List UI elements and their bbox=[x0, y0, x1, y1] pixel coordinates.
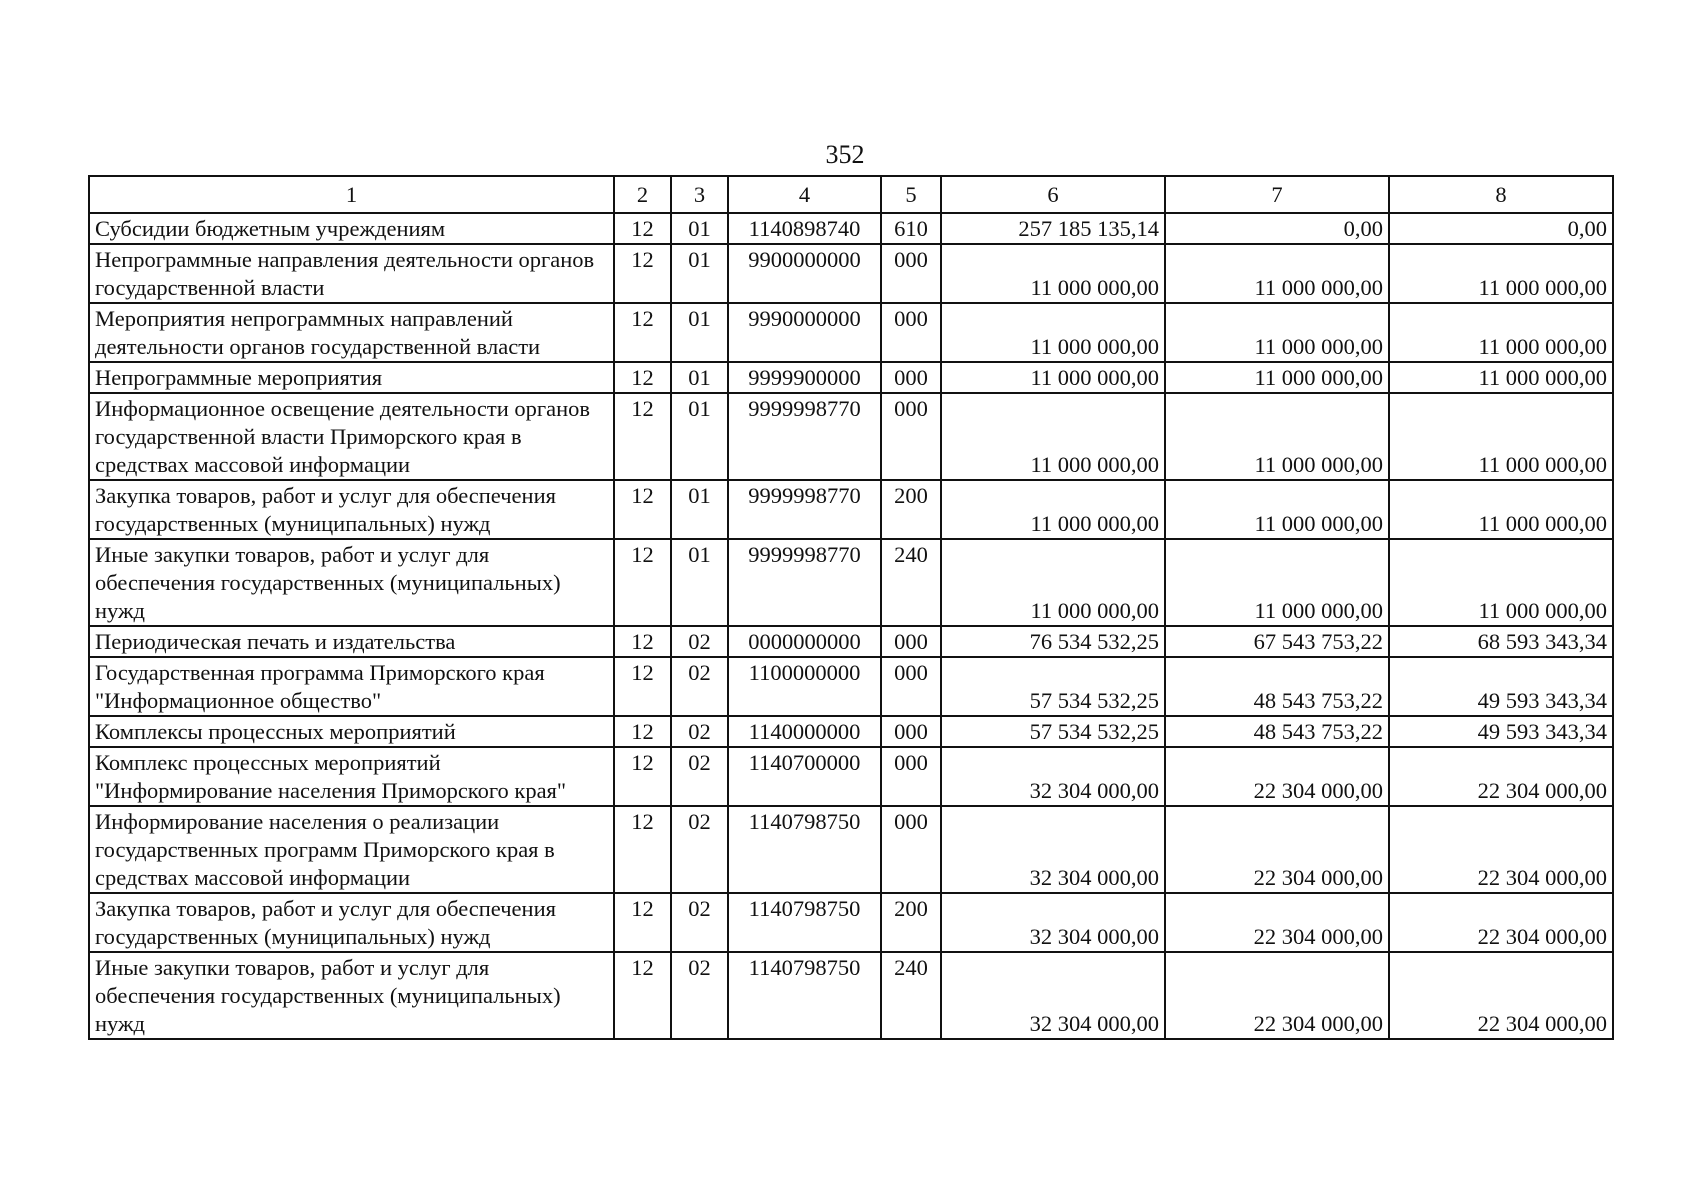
expense-type-code-cell: 000 bbox=[881, 303, 941, 362]
section-code-cell: 12 bbox=[614, 716, 671, 747]
target-article-code-cell: 1140798750 bbox=[728, 952, 881, 1039]
table-row bbox=[89, 303, 1613, 362]
amount-year-1-cell: 32 304 000,00 bbox=[941, 952, 1165, 1039]
subsection-code-cell: 02 bbox=[671, 893, 728, 952]
expense-type-code-cell: 610 bbox=[881, 213, 941, 244]
subsection-code-cell: 01 bbox=[671, 303, 728, 362]
table-row bbox=[89, 893, 1613, 952]
target-article-code-cell: 1140898740 bbox=[728, 213, 881, 244]
table-row bbox=[89, 213, 1613, 244]
subsection-code-cell: 02 bbox=[671, 747, 728, 806]
table-row bbox=[89, 952, 1613, 1039]
amount-year-1-cell: 11 000 000,00 bbox=[941, 303, 1165, 362]
amount-year-3-cell: 11 000 000,00 bbox=[1389, 393, 1613, 480]
expense-type-code-cell: 240 bbox=[881, 539, 941, 626]
expense-name-cell: Информационное освещение деятельности органов государственной власти Приморского края в средствах массовой информации bbox=[89, 393, 614, 480]
section-code-cell: 12 bbox=[614, 362, 671, 393]
subsection-code-cell: 01 bbox=[671, 539, 728, 626]
amount-year-3-cell: 11 000 000,00 bbox=[1389, 539, 1613, 626]
expense-name-cell: Непрограммные мероприятия bbox=[89, 362, 614, 393]
header-col-7: 7 bbox=[1165, 176, 1389, 213]
amount-year-3-cell: 0,00 bbox=[1389, 213, 1613, 244]
amount-year-3-cell: 11 000 000,00 bbox=[1389, 244, 1613, 303]
amount-year-3-cell: 11 000 000,00 bbox=[1389, 362, 1613, 393]
target-article-code-cell: 1100000000 bbox=[728, 657, 881, 716]
target-article-code-cell: 9999900000 bbox=[728, 362, 881, 393]
target-article-code-cell: 1140798750 bbox=[728, 806, 881, 893]
table-row bbox=[89, 657, 1613, 716]
section-code-cell: 12 bbox=[614, 480, 671, 539]
expense-type-code-cell: 240 bbox=[881, 952, 941, 1039]
expense-name-cell: Иные закупки товаров, работ и услуг для обеспечения государственных (муниципальных) нужд bbox=[89, 952, 614, 1039]
subsection-code-cell: 01 bbox=[671, 213, 728, 244]
amount-year-2-cell: 0,00 bbox=[1165, 213, 1389, 244]
amount-year-1-cell: 32 304 000,00 bbox=[941, 747, 1165, 806]
expense-name-cell: Государственная программа Приморского края "Информационное общество" bbox=[89, 657, 614, 716]
amount-year-1-cell: 11 000 000,00 bbox=[941, 393, 1165, 480]
amount-year-3-cell: 49 593 343,34 bbox=[1389, 716, 1613, 747]
header-col-8: 8 bbox=[1389, 176, 1613, 213]
amount-year-2-cell: 11 000 000,00 bbox=[1165, 244, 1389, 303]
target-article-code-cell: 0000000000 bbox=[728, 626, 881, 657]
expense-type-code-cell: 000 bbox=[881, 806, 941, 893]
amount-year-1-cell: 57 534 532,25 bbox=[941, 716, 1165, 747]
amount-year-2-cell: 11 000 000,00 bbox=[1165, 393, 1389, 480]
expense-type-code-cell: 000 bbox=[881, 362, 941, 393]
subsection-code-cell: 01 bbox=[671, 480, 728, 539]
target-article-code-cell: 9900000000 bbox=[728, 244, 881, 303]
amount-year-2-cell: 11 000 000,00 bbox=[1165, 539, 1389, 626]
table-row bbox=[89, 393, 1613, 480]
amount-year-3-cell: 68 593 343,34 bbox=[1389, 626, 1613, 657]
target-article-code-cell: 9999998770 bbox=[728, 393, 881, 480]
amount-year-1-cell: 11 000 000,00 bbox=[941, 244, 1165, 303]
target-article-code-cell: 1140700000 bbox=[728, 747, 881, 806]
amount-year-3-cell: 11 000 000,00 bbox=[1389, 480, 1613, 539]
amount-year-1-cell: 57 534 532,25 bbox=[941, 657, 1165, 716]
header-col-4: 4 bbox=[728, 176, 881, 213]
subsection-code-cell: 02 bbox=[671, 806, 728, 893]
target-article-code-cell: 9990000000 bbox=[728, 303, 881, 362]
header-col-2: 2 bbox=[614, 176, 671, 213]
amount-year-2-cell: 22 304 000,00 bbox=[1165, 806, 1389, 893]
amount-year-3-cell: 11 000 000,00 bbox=[1389, 303, 1613, 362]
header-col-1: 1 bbox=[89, 176, 614, 213]
target-article-code-cell: 9999998770 bbox=[728, 539, 881, 626]
amount-year-3-cell: 49 593 343,34 bbox=[1389, 657, 1613, 716]
amount-year-2-cell: 11 000 000,00 bbox=[1165, 480, 1389, 539]
page-number: 352 bbox=[825, 140, 865, 169]
subsection-code-cell: 02 bbox=[671, 952, 728, 1039]
expense-name-cell: Комплекс процессных мероприятий "Информирование населения Приморского края" bbox=[89, 747, 614, 806]
expense-type-code-cell: 200 bbox=[881, 480, 941, 539]
expense-type-code-cell: 000 bbox=[881, 657, 941, 716]
expense-name-cell: Периодическая печать и издательства bbox=[89, 626, 614, 657]
table-row bbox=[89, 806, 1613, 893]
header-col-6: 6 bbox=[941, 176, 1165, 213]
amount-year-2-cell: 67 543 753,22 bbox=[1165, 626, 1389, 657]
amount-year-1-cell: 257 185 135,14 bbox=[941, 213, 1165, 244]
amount-year-1-cell: 76 534 532,25 bbox=[941, 626, 1165, 657]
expense-type-code-cell: 000 bbox=[881, 393, 941, 480]
amount-year-2-cell: 22 304 000,00 bbox=[1165, 747, 1389, 806]
subsection-code-cell: 01 bbox=[671, 244, 728, 303]
amount-year-2-cell: 11 000 000,00 bbox=[1165, 362, 1389, 393]
budget-table-body bbox=[89, 213, 1613, 1039]
budget-table bbox=[88, 175, 1614, 1040]
target-article-code-cell: 1140798750 bbox=[728, 893, 881, 952]
amount-year-1-cell: 32 304 000,00 bbox=[941, 806, 1165, 893]
section-code-cell: 12 bbox=[614, 747, 671, 806]
section-code-cell: 12 bbox=[614, 626, 671, 657]
amount-year-1-cell: 32 304 000,00 bbox=[941, 893, 1165, 952]
expense-type-code-cell: 000 bbox=[881, 747, 941, 806]
expense-name-cell: Информирование населения о реализации государственных программ Приморского края в средствах массовой информации bbox=[89, 806, 614, 893]
expense-name-cell: Субсидии бюджетным учреждениям bbox=[89, 213, 614, 244]
expense-name-cell: Закупка товаров, работ и услуг для обеспечения государственных (муниципальных) нужд bbox=[89, 893, 614, 952]
table-row bbox=[89, 539, 1613, 626]
section-code-cell: 12 bbox=[614, 244, 671, 303]
subsection-code-cell: 02 bbox=[671, 626, 728, 657]
section-code-cell: 12 bbox=[614, 806, 671, 893]
amount-year-3-cell: 22 304 000,00 bbox=[1389, 952, 1613, 1039]
section-code-cell: 12 bbox=[614, 952, 671, 1039]
expense-name-cell: Закупка товаров, работ и услуг для обеспечения государственных (муниципальных) нужд bbox=[89, 480, 614, 539]
target-article-code-cell: 9999998770 bbox=[728, 480, 881, 539]
amount-year-1-cell: 11 000 000,00 bbox=[941, 480, 1165, 539]
amount-year-2-cell: 48 543 753,22 bbox=[1165, 657, 1389, 716]
expense-name-cell: Комплексы процессных мероприятий bbox=[89, 716, 614, 747]
amount-year-2-cell: 48 543 753,22 bbox=[1165, 716, 1389, 747]
amount-year-2-cell: 22 304 000,00 bbox=[1165, 952, 1389, 1039]
table-row bbox=[89, 747, 1613, 806]
amount-year-1-cell: 11 000 000,00 bbox=[941, 362, 1165, 393]
table-row bbox=[89, 716, 1613, 747]
target-article-code-cell: 1140000000 bbox=[728, 716, 881, 747]
amount-year-2-cell: 22 304 000,00 bbox=[1165, 893, 1389, 952]
header-col-5: 5 bbox=[881, 176, 941, 213]
expense-type-code-cell: 000 bbox=[881, 716, 941, 747]
expense-type-code-cell: 200 bbox=[881, 893, 941, 952]
section-code-cell: 12 bbox=[614, 393, 671, 480]
section-code-cell: 12 bbox=[614, 213, 671, 244]
expense-type-code-cell: 000 bbox=[881, 626, 941, 657]
subsection-code-cell: 01 bbox=[671, 393, 728, 480]
amount-year-3-cell: 22 304 000,00 bbox=[1389, 893, 1613, 952]
table-row bbox=[89, 362, 1613, 393]
amount-year-3-cell: 22 304 000,00 bbox=[1389, 747, 1613, 806]
table-row bbox=[89, 626, 1613, 657]
expense-name-cell: Иные закупки товаров, работ и услуг для обеспечения государственных (муниципальных) нужд bbox=[89, 539, 614, 626]
header-col-3: 3 bbox=[671, 176, 728, 213]
amount-year-1-cell: 11 000 000,00 bbox=[941, 539, 1165, 626]
amount-year-3-cell: 22 304 000,00 bbox=[1389, 806, 1613, 893]
expense-type-code-cell: 000 bbox=[881, 244, 941, 303]
expense-name-cell: Непрограммные направления деятельности органов государственной власти bbox=[89, 244, 614, 303]
section-code-cell: 12 bbox=[614, 893, 671, 952]
subsection-code-cell: 01 bbox=[671, 362, 728, 393]
header-row bbox=[89, 176, 1613, 213]
section-code-cell: 12 bbox=[614, 657, 671, 716]
amount-year-2-cell: 11 000 000,00 bbox=[1165, 303, 1389, 362]
section-code-cell: 12 bbox=[614, 303, 671, 362]
subsection-code-cell: 02 bbox=[671, 657, 728, 716]
subsection-code-cell: 02 bbox=[671, 716, 728, 747]
table-row bbox=[89, 480, 1613, 539]
section-code-cell: 12 bbox=[614, 539, 671, 626]
table-row bbox=[89, 244, 1613, 303]
expense-name-cell: Мероприятия непрограммных направлений деятельности органов государственной власти bbox=[89, 303, 614, 362]
